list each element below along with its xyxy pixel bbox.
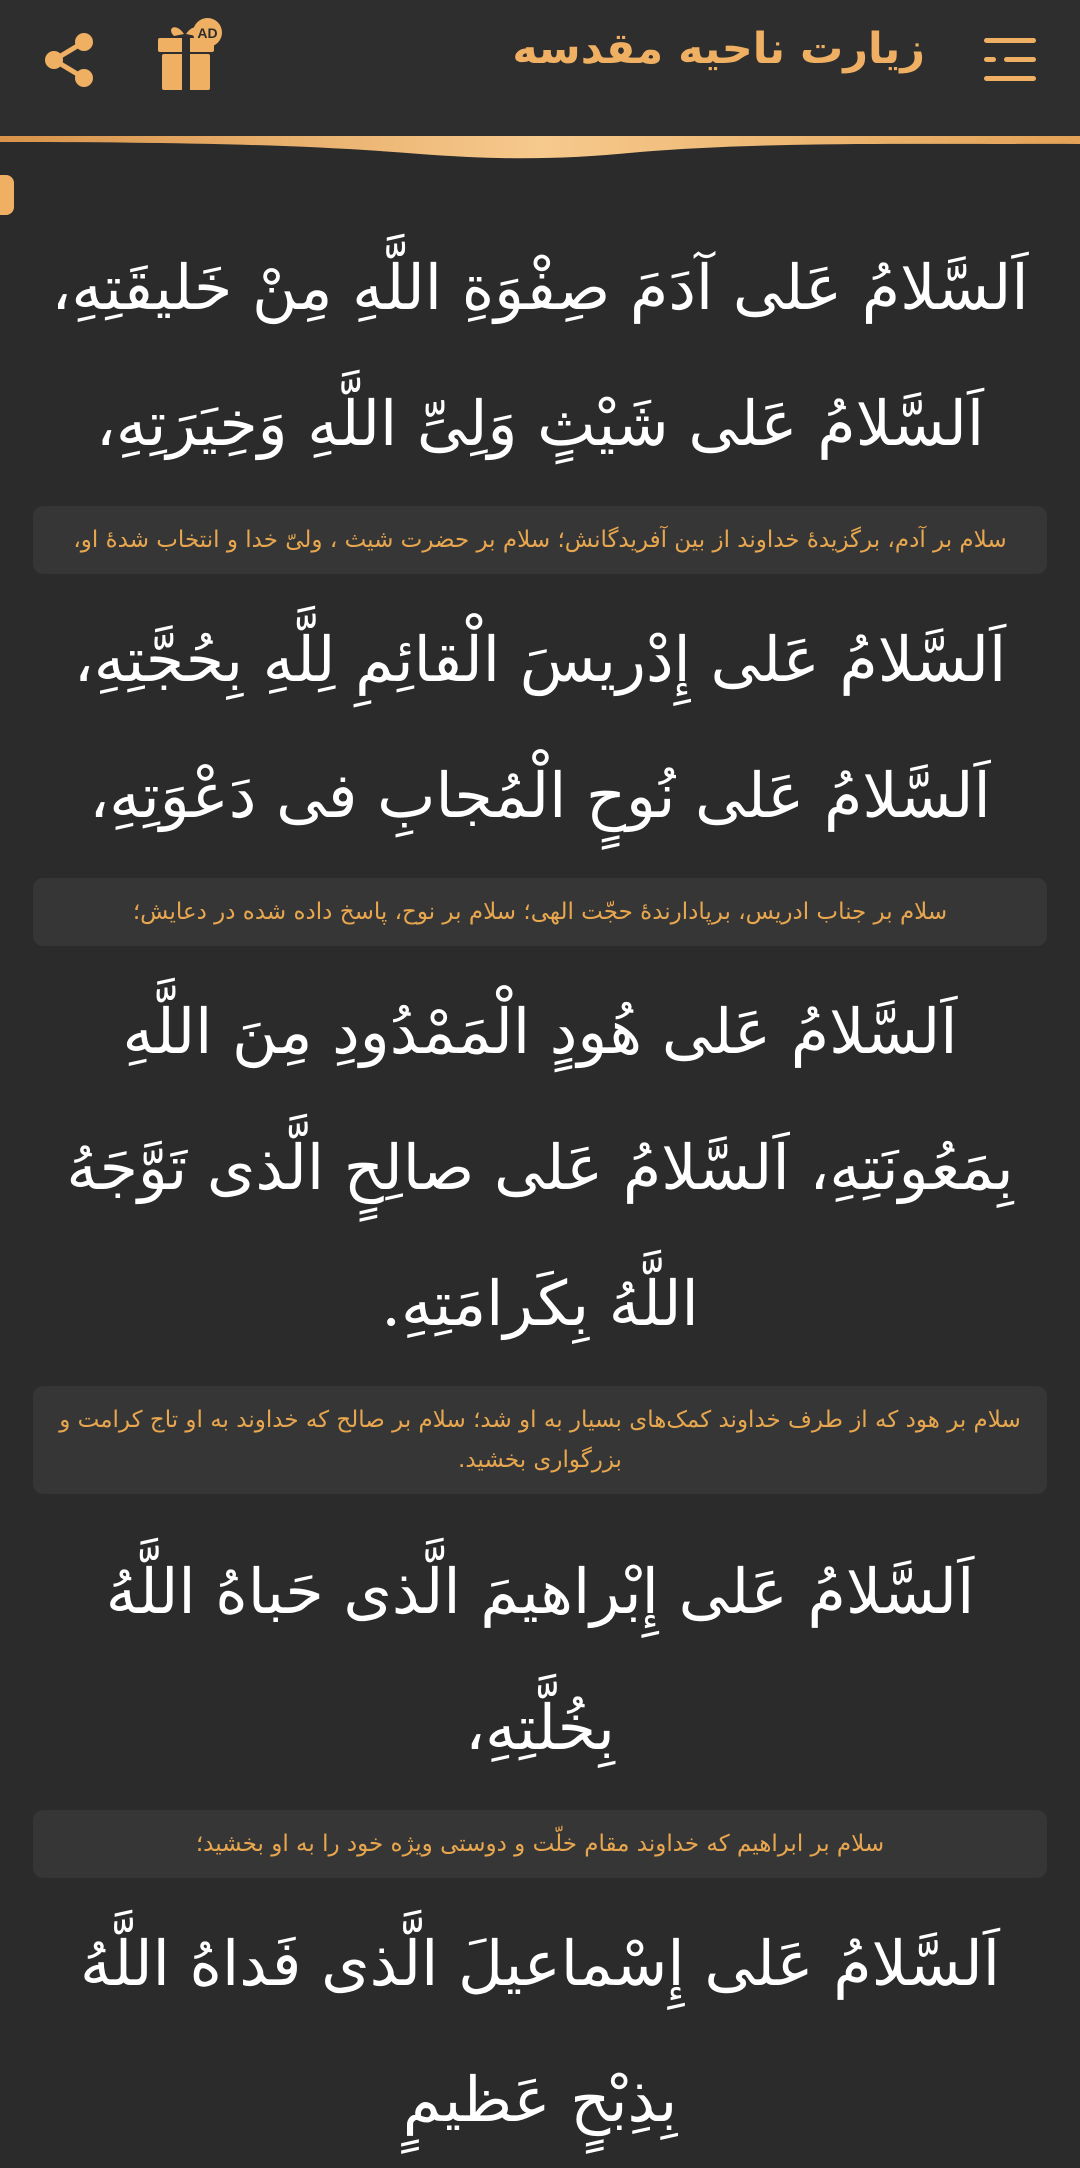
menu-icon[interactable]: [980, 30, 1040, 90]
arabic-verse: اَلسَّلامُ عَلی إِسْماعیلَ الَّذی فَداهُ اللَّهُ بِذِبْحٍ عَظیمٍ: [79, 1927, 1001, 2136]
arabic-verse: اَلسَّلامُ عَلی إِدْریسَ الْقائِمِ لِلَّهِ بِحُجَّتِهِ، اَلسَّلامُ عَلی نُوحٍ الْمُجابِ فی دَعْوَتِهِ،: [73, 623, 1007, 832]
ad-badge: AD: [193, 18, 222, 47]
share-icon[interactable]: [40, 30, 100, 90]
app-title: زیارت ناحیه مقدسه: [512, 24, 925, 74]
persian-translation: سلام بر آدم، برگزیدهٔ خداوند از بین آفریدگانش؛ سلام بر حضرت شیث ، ولیّ خدا و انتخاب شدهٔ او،: [33, 506, 1047, 574]
app-bar: [0, 0, 1080, 138]
verse-list: [0, 200, 1080, 2136]
persian-translation: سلام بر هود که از طرف خداوند کمک‌های بسیار به او شد؛ سلام بر صالح که خداوند به او تاج کرامت و بزرگواری بخشید.: [33, 1386, 1047, 1494]
arabic-verse: اَلسَّلامُ عَلی هُودٍ الْمَمْدُودِ مِنَ اللَّهِ بِمَعُونَتِهِ، اَلسَّلامُ عَلی صالِحٍ الَّذی تَوَّجَهُ اللَّهُ بِكَرامَتِهِ.: [66, 995, 1014, 1340]
arabic-verse: اَلسَّلامُ عَلی آدَمَ صِفْوَةِ اللَّهِ مِنْ خَلیقَتِهِ، اَلسَّلامُ عَلی شَیْثٍ وَلِیِّ اللَّهِ وَخِیَرَتِهِ،: [51, 251, 1029, 460]
persian-translation: سلام بر جناب ادریس، برپادارندهٔ حجّت الهی؛ سلام بر نوح، پاسخ داده شده در دعایش؛: [33, 878, 1047, 946]
arabic-verse: اَلسَّلامُ عَلی إِبْراهیمَ الَّذی حَباهُ اللَّهُ بِخُلَّتِهِ،: [105, 1555, 975, 1764]
header-wave-divider: [0, 130, 1080, 170]
persian-translation: سلام بر ابراهیم که خداوند مقام خلّت و دوستی ویژه خود را به او بخشید؛: [33, 1810, 1047, 1878]
